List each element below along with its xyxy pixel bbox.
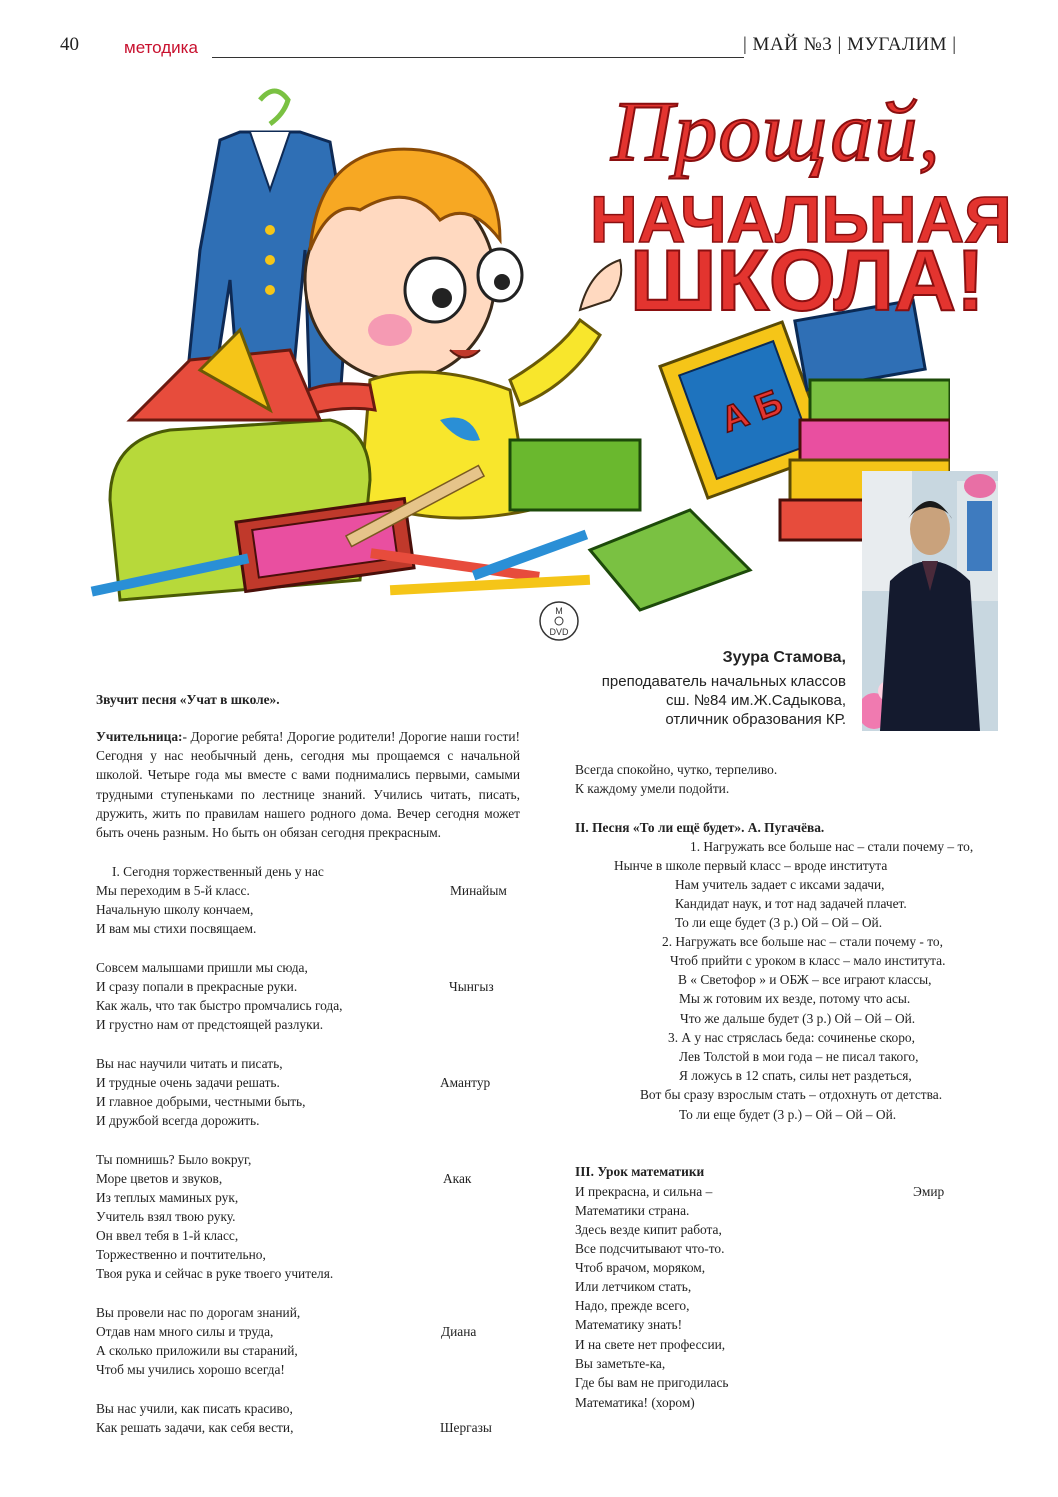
stanza-line: Чтоб мы учились хорошо всегда! bbox=[96, 1362, 285, 1377]
math-line: Математики страна. bbox=[575, 1203, 690, 1218]
teacher-text: - Дорогие ребята! Дорогие родители! Дорогие наши гости! Сегодня у нас необычный день, сегодня мы прощаемся с начальной школой. Четыре года мы вместе с вами поднимались первыми, самыми трудными ступеньками по лестнице знаний. Учились читать, писать, дружить, жить по правилам нашего родного дома. Вечер сегодня может быть очень разным. Но быть он обязан сегодня прекрасным. bbox=[96, 729, 520, 841]
author-school: сш. №84 им.Ж.Садыкова, bbox=[666, 692, 846, 709]
song-line: Кандидат наук, и тот над задачей плачет. bbox=[675, 896, 907, 911]
stanza-line: Начальную школу кончаем, bbox=[96, 902, 254, 917]
stanza-line: И сразу попали в прекрасные руки. bbox=[96, 979, 298, 994]
song-line: Что же дальше будет (3 р.) Ой – Ой – Ой. bbox=[680, 1011, 916, 1026]
header-rule bbox=[212, 57, 744, 58]
speaker-name: Диана bbox=[441, 1324, 477, 1339]
teacher-speech bbox=[96, 727, 520, 842]
math-line: Здесь везде кипит работа, bbox=[575, 1222, 722, 1237]
math-line: Математика! (хором) bbox=[575, 1395, 695, 1410]
speaker-name: Эмир bbox=[913, 1184, 945, 1199]
stanza-line: Мы переходим в 5-й класс. bbox=[96, 883, 250, 898]
speaker-name: Шергазы bbox=[440, 1420, 492, 1435]
author-photo bbox=[862, 471, 998, 731]
song-line: 1. Нагружать все больше нас – стали почему – то, bbox=[690, 839, 974, 854]
stanza-line: И главное добрыми, честными быть, bbox=[96, 1094, 306, 1109]
stanza-line: Учитель взял твою руку. bbox=[96, 1209, 236, 1224]
math-line: Чтоб врачом, моряком, bbox=[575, 1260, 706, 1275]
song-line: Лев Толстой в мои года – не писал такого, bbox=[679, 1049, 919, 1064]
stanza-line: Твоя рука и сейчас в руке твоего учителя. bbox=[96, 1266, 334, 1281]
book-letters: А Б bbox=[715, 380, 788, 441]
song-line: Я ложусь в 12 спать, силы нет раздеться, bbox=[679, 1068, 912, 1083]
math-heading: III. Урок математики bbox=[575, 1164, 705, 1179]
song-line: То ли еще будет (3 р.) – Ой – Ой – Ой. bbox=[679, 1107, 897, 1122]
page-number: 40 bbox=[60, 34, 79, 55]
song-line: Нам учитель задает с иксами задачи, bbox=[675, 877, 885, 892]
song-line: Чтоб прийти с уроком в класс – мало института. bbox=[670, 953, 946, 968]
section-label: методика bbox=[124, 38, 198, 57]
author-name: Зуура Стамова, bbox=[722, 649, 846, 666]
title-line-3: ШКОЛА! bbox=[630, 233, 985, 329]
author-position: преподаватель начальных классов bbox=[601, 673, 846, 690]
song-line: Нынче в школе первый класс – вроде института bbox=[614, 858, 888, 873]
stanza-line: И грустно нам от предстоящей разлуки. bbox=[96, 1017, 324, 1032]
dvd-icon bbox=[538, 600, 580, 642]
song-heading: II. Песня «То ли ещё будет». А. Пугачёва. bbox=[575, 820, 825, 835]
stanza-line: I. Сегодня торжественный день у нас bbox=[112, 864, 324, 879]
dvd-mark-letter: M bbox=[555, 606, 563, 616]
song-line: В « Светофор » и ОБЖ – все играют классы, bbox=[678, 972, 932, 987]
stanza-line: Совсем малышами пришли мы сюда, bbox=[96, 960, 308, 975]
title-line-1: Прощай, bbox=[611, 83, 941, 179]
math-line: Надо, прежде всего, bbox=[575, 1298, 690, 1313]
speaker-name: Амантур bbox=[440, 1075, 491, 1090]
issue-info: | МАЙ №3 | МУГАЛИМ | bbox=[743, 34, 957, 55]
stanza-line: Вы нас учили, как писать красиво, bbox=[96, 1401, 293, 1416]
stanza-line: И вам мы стихи посвящаем. bbox=[96, 921, 257, 936]
song-line: Мы ж готовим их везде, потому что асы. bbox=[679, 991, 911, 1006]
stanza-line: Ты помнишь? Было вокруг, bbox=[96, 1152, 252, 1167]
stanza-line: Торжественно и почтительно, bbox=[96, 1247, 266, 1262]
song-line: То ли еще будет (3 р.) Ой – Ой – Ой. bbox=[675, 915, 883, 930]
dvd-mark-text: DVD bbox=[549, 627, 569, 637]
math-line: Или летчиком стать, bbox=[575, 1279, 692, 1294]
song-line: 3. А у нас стряслась беда: сочиненье скоро, bbox=[668, 1030, 915, 1045]
stanza-line: Как жаль, что так быстро промчались года, bbox=[96, 998, 343, 1013]
math-line: Математику знать! bbox=[575, 1317, 683, 1332]
cont-line: Всегда спокойно, чутко, терпеливо. bbox=[575, 762, 778, 777]
stanza-line: Из теплых маминых рук, bbox=[96, 1190, 239, 1205]
math-line: И на свете нет профессии, bbox=[575, 1337, 726, 1352]
speaker-name: Чынгыз bbox=[449, 979, 494, 994]
math-line: Все подсчитывают что-то. bbox=[575, 1241, 725, 1256]
stanza-line: И дружбой всегда дорожить. bbox=[96, 1113, 260, 1128]
math-line: Вы заметьте-ка, bbox=[575, 1356, 666, 1371]
stanza-line: И трудные очень задачи решать. bbox=[96, 1075, 280, 1090]
stanza-line: Море цветов и звуков, bbox=[96, 1171, 223, 1186]
stanza-line: Вы провели нас по дорогам знаний, bbox=[96, 1305, 301, 1320]
stanza-line: Вы нас научили читать и писать, bbox=[96, 1056, 283, 1071]
math-line: И прекрасна, и сильна – bbox=[575, 1184, 713, 1199]
author-award: отличник образования КР. bbox=[665, 711, 846, 728]
stanza-line: Отдав нам много силы и труда, bbox=[96, 1324, 274, 1339]
stanza-line: Он ввел тебя в 1-й класс, bbox=[96, 1228, 239, 1243]
intro-line: Звучит песня «Учат в школе». bbox=[96, 692, 280, 707]
math-line: Где бы вам не пригодилась bbox=[575, 1375, 729, 1390]
speaker-name: Акак bbox=[443, 1171, 472, 1186]
song-line: 2. Нагружать все больше нас – стали почему - то, bbox=[662, 934, 943, 949]
speaker-name: Минайым bbox=[450, 883, 507, 898]
teacher-label: Учительница: bbox=[96, 729, 183, 744]
stanza-line: Как решать задачи, как себя вести, bbox=[96, 1420, 294, 1435]
title-line-2: НАЧАЛЬНАЯ bbox=[590, 182, 1012, 256]
stanza-line: А сколько приложили вы стараний, bbox=[96, 1343, 298, 1358]
cont-line: К каждому умели подойти. bbox=[575, 781, 730, 796]
song-line: Вот бы сразу взрослым стать – отдохнуть от детства. bbox=[640, 1087, 943, 1102]
